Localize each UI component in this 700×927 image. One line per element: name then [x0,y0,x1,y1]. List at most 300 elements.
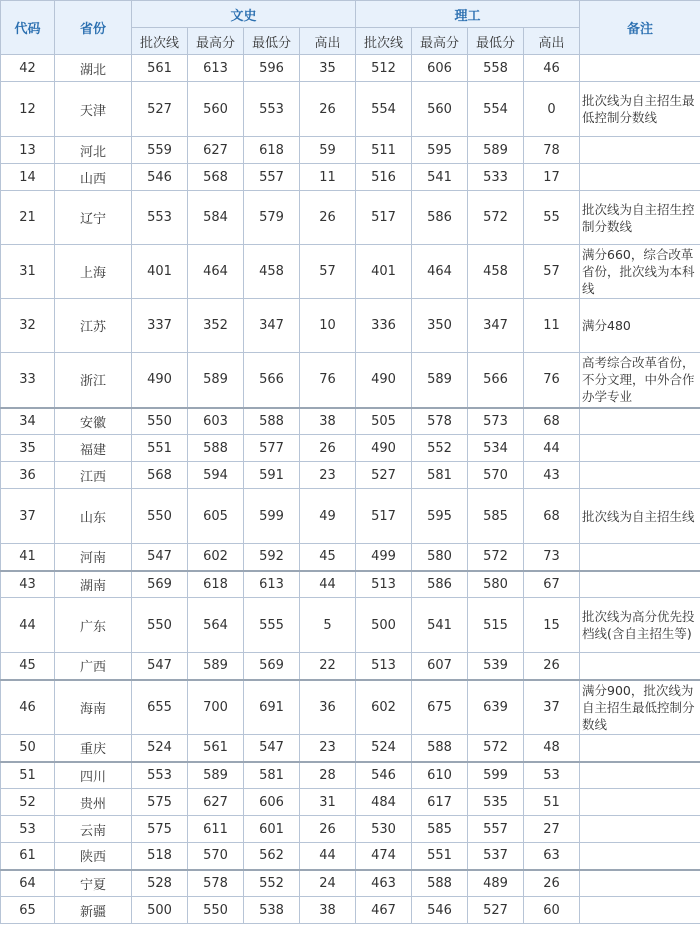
table-row [1,191,700,245]
li-max-cell: 586 [412,571,468,598]
wen-diff-cell: 44 [300,571,356,598]
wen-batch-cell: 527 [132,82,188,137]
wen-diff-cell: 38 [300,897,356,924]
wen-min-cell: 618 [244,137,300,164]
wen-min-cell: 347 [244,299,300,353]
code-cell: 65 [1,897,55,924]
wen-batch-cell: 550 [132,598,188,653]
wen-diff-cell: 28 [300,762,356,789]
li-batch-cell: 517 [356,489,412,544]
wen-min-cell: 458 [244,245,300,299]
code-cell: 21 [1,191,55,245]
province-cell: 广西 [55,653,132,680]
table-row [1,789,700,816]
table-row [1,245,700,299]
wen-diff-cell: 5 [300,598,356,653]
li-diff-cell: 26 [524,653,580,680]
wen-batch-cell: 553 [132,191,188,245]
li-batch-cell: 484 [356,789,412,816]
province-cell: 山东 [55,489,132,544]
province-cell: 广东 [55,598,132,653]
note-cell: 批次线为自主招生线 [580,489,700,544]
li-min-cell: 558 [468,55,524,82]
li-max-cell: 552 [412,435,468,462]
wen-max-cell: 603 [188,408,244,435]
code-cell: 31 [1,245,55,299]
note-cell [580,843,700,870]
li-diff-cell: 67 [524,571,580,598]
wen-min-cell: 599 [244,489,300,544]
li-max-cell: 607 [412,653,468,680]
code-cell: 36 [1,462,55,489]
li-min-cell: 347 [468,299,524,353]
table-row [1,653,700,680]
note-cell [580,897,700,924]
header-li-min: 最低分 [468,28,524,55]
province-cell: 新疆 [55,897,132,924]
wen-diff-cell: 23 [300,462,356,489]
wen-max-cell: 605 [188,489,244,544]
li-max-cell: 606 [412,55,468,82]
wen-batch-cell: 559 [132,137,188,164]
li-batch-cell: 602 [356,680,412,735]
li-min-cell: 572 [468,544,524,571]
table-row [1,462,700,489]
header-li: 理工 [356,1,580,28]
li-min-cell: 535 [468,789,524,816]
code-cell: 41 [1,544,55,571]
province-cell: 湖北 [55,55,132,82]
li-min-cell: 639 [468,680,524,735]
wen-diff-cell: 22 [300,653,356,680]
note-cell [580,544,700,571]
li-diff-cell: 27 [524,816,580,843]
table-row [1,843,700,870]
wen-batch-cell: 551 [132,435,188,462]
province-cell: 湖南 [55,571,132,598]
li-diff-cell: 17 [524,164,580,191]
wen-min-cell: 547 [244,735,300,762]
table-row [1,137,700,164]
code-cell: 64 [1,870,55,897]
li-diff-cell: 37 [524,680,580,735]
li-batch-cell: 474 [356,843,412,870]
wen-max-cell: 589 [188,762,244,789]
table-row [1,598,700,653]
table-row [1,164,700,191]
li-max-cell: 675 [412,680,468,735]
li-max-cell: 595 [412,137,468,164]
wen-diff-cell: 26 [300,191,356,245]
li-max-cell: 595 [412,489,468,544]
note-cell: 满分480 [580,299,700,353]
code-cell: 33 [1,353,55,408]
li-batch-cell: 546 [356,762,412,789]
wen-max-cell: 570 [188,843,244,870]
note-cell [580,762,700,789]
header-wen-diff: 高出 [300,28,356,55]
table-row [1,353,700,408]
wen-max-cell: 568 [188,164,244,191]
code-cell: 34 [1,408,55,435]
li-max-cell: 588 [412,735,468,762]
wen-batch-cell: 550 [132,489,188,544]
code-cell: 12 [1,82,55,137]
li-max-cell: 546 [412,897,468,924]
wen-min-cell: 613 [244,571,300,598]
wen-batch-cell: 547 [132,653,188,680]
li-min-cell: 554 [468,82,524,137]
province-cell: 贵州 [55,789,132,816]
code-cell: 44 [1,598,55,653]
li-max-cell: 589 [412,353,468,408]
li-batch-cell: 500 [356,598,412,653]
table-row [1,680,700,735]
code-cell: 37 [1,489,55,544]
code-cell: 43 [1,571,55,598]
note-cell: 批次线为高分优先投档线(含自主招生等) [580,598,700,653]
li-max-cell: 578 [412,408,468,435]
wen-max-cell: 352 [188,299,244,353]
wen-max-cell: 588 [188,435,244,462]
wen-diff-cell: 26 [300,816,356,843]
wen-diff-cell: 57 [300,245,356,299]
province-cell: 江西 [55,462,132,489]
li-diff-cell: 76 [524,353,580,408]
wen-batch-cell: 524 [132,735,188,762]
li-min-cell: 570 [468,462,524,489]
wen-batch-cell: 655 [132,680,188,735]
wen-max-cell: 550 [188,897,244,924]
li-batch-cell: 511 [356,137,412,164]
table-row [1,299,700,353]
li-min-cell: 572 [468,191,524,245]
wen-diff-cell: 36 [300,680,356,735]
note-cell [580,870,700,897]
li-diff-cell: 0 [524,82,580,137]
wen-batch-cell: 528 [132,870,188,897]
wen-diff-cell: 23 [300,735,356,762]
li-diff-cell: 53 [524,762,580,789]
table-row [1,897,700,924]
li-batch-cell: 512 [356,55,412,82]
wen-min-cell: 577 [244,435,300,462]
code-cell: 46 [1,680,55,735]
wen-batch-cell: 518 [132,843,188,870]
li-min-cell: 539 [468,653,524,680]
li-batch-cell: 490 [356,435,412,462]
note-cell [580,164,700,191]
wen-batch-cell: 401 [132,245,188,299]
table-row [1,544,700,571]
wen-min-cell: 596 [244,55,300,82]
li-max-cell: 350 [412,299,468,353]
wen-batch-cell: 550 [132,408,188,435]
note-cell [580,435,700,462]
li-diff-cell: 26 [524,870,580,897]
li-min-cell: 599 [468,762,524,789]
li-max-cell: 585 [412,816,468,843]
li-min-cell: 572 [468,735,524,762]
li-diff-cell: 68 [524,489,580,544]
header-wen: 文史 [132,1,356,28]
li-max-cell: 464 [412,245,468,299]
table-row [1,735,700,762]
header-li-diff: 高出 [524,28,580,55]
table-row [1,435,700,462]
li-diff-cell: 44 [524,435,580,462]
code-cell: 14 [1,164,55,191]
li-min-cell: 573 [468,408,524,435]
wen-max-cell: 584 [188,191,244,245]
header-wen-max: 最高分 [188,28,244,55]
li-batch-cell: 467 [356,897,412,924]
li-diff-cell: 57 [524,245,580,299]
li-max-cell: 551 [412,843,468,870]
wen-min-cell: 569 [244,653,300,680]
li-max-cell: 617 [412,789,468,816]
header-province: 省份 [55,1,132,55]
li-min-cell: 458 [468,245,524,299]
wen-diff-cell: 24 [300,870,356,897]
province-cell: 重庆 [55,735,132,762]
province-cell: 四川 [55,762,132,789]
code-cell: 52 [1,789,55,816]
li-max-cell: 580 [412,544,468,571]
li-min-cell: 585 [468,489,524,544]
wen-max-cell: 613 [188,55,244,82]
wen-min-cell: 538 [244,897,300,924]
province-cell: 江苏 [55,299,132,353]
province-cell: 海南 [55,680,132,735]
wen-batch-cell: 337 [132,299,188,353]
li-batch-cell: 401 [356,245,412,299]
li-diff-cell: 55 [524,191,580,245]
wen-batch-cell: 490 [132,353,188,408]
code-cell: 51 [1,762,55,789]
li-batch-cell: 554 [356,82,412,137]
note-cell [580,789,700,816]
wen-batch-cell: 553 [132,762,188,789]
wen-min-cell: 553 [244,82,300,137]
li-min-cell: 489 [468,870,524,897]
li-batch-cell: 527 [356,462,412,489]
province-cell: 浙江 [55,353,132,408]
wen-batch-cell: 500 [132,897,188,924]
province-cell: 天津 [55,82,132,137]
wen-batch-cell: 561 [132,55,188,82]
province-cell: 宁夏 [55,870,132,897]
wen-min-cell: 601 [244,816,300,843]
province-cell: 云南 [55,816,132,843]
li-max-cell: 581 [412,462,468,489]
note-cell [580,653,700,680]
wen-batch-cell: 546 [132,164,188,191]
note-cell: 批次线为自主招生最低控制分数线 [580,82,700,137]
wen-diff-cell: 38 [300,408,356,435]
li-diff-cell: 73 [524,544,580,571]
li-batch-cell: 499 [356,544,412,571]
wen-max-cell: 564 [188,598,244,653]
wen-diff-cell: 26 [300,435,356,462]
note-cell: 满分900，批次线为自主招生最低控制分数线 [580,680,700,735]
li-min-cell: 537 [468,843,524,870]
wen-min-cell: 691 [244,680,300,735]
wen-diff-cell: 11 [300,164,356,191]
note-cell [580,408,700,435]
wen-min-cell: 581 [244,762,300,789]
wen-max-cell: 561 [188,735,244,762]
li-batch-cell: 516 [356,164,412,191]
note-cell [580,462,700,489]
wen-max-cell: 578 [188,870,244,897]
header-note: 备注 [580,1,700,55]
code-cell: 53 [1,816,55,843]
province-cell: 河南 [55,544,132,571]
li-batch-cell: 530 [356,816,412,843]
code-cell: 32 [1,299,55,353]
li-max-cell: 541 [412,164,468,191]
note-cell [580,816,700,843]
wen-min-cell: 557 [244,164,300,191]
wen-max-cell: 464 [188,245,244,299]
code-cell: 13 [1,137,55,164]
wen-min-cell: 606 [244,789,300,816]
province-cell: 上海 [55,245,132,299]
li-min-cell: 534 [468,435,524,462]
note-cell [580,55,700,82]
note-cell: 批次线为自主招生控制分数线 [580,191,700,245]
province-cell: 安徽 [55,408,132,435]
table-row [1,82,700,137]
table-row [1,571,700,598]
li-diff-cell: 48 [524,735,580,762]
li-batch-cell: 517 [356,191,412,245]
li-batch-cell: 336 [356,299,412,353]
wen-max-cell: 589 [188,653,244,680]
li-batch-cell: 463 [356,870,412,897]
wen-min-cell: 591 [244,462,300,489]
code-cell: 50 [1,735,55,762]
table-body [1,55,700,924]
wen-batch-cell: 569 [132,571,188,598]
wen-batch-cell: 568 [132,462,188,489]
table-row [1,55,700,82]
li-diff-cell: 43 [524,462,580,489]
wen-diff-cell: 45 [300,544,356,571]
wen-batch-cell: 575 [132,789,188,816]
note-cell [580,735,700,762]
table-row [1,762,700,789]
li-max-cell: 586 [412,191,468,245]
li-diff-cell: 46 [524,55,580,82]
wen-min-cell: 579 [244,191,300,245]
wen-min-cell: 588 [244,408,300,435]
li-batch-cell: 513 [356,653,412,680]
li-min-cell: 533 [468,164,524,191]
wen-diff-cell: 31 [300,789,356,816]
note-cell [580,571,700,598]
province-cell: 福建 [55,435,132,462]
wen-max-cell: 589 [188,353,244,408]
li-diff-cell: 11 [524,299,580,353]
province-cell: 陕西 [55,843,132,870]
code-cell: 45 [1,653,55,680]
li-diff-cell: 60 [524,897,580,924]
li-diff-cell: 63 [524,843,580,870]
li-min-cell: 557 [468,816,524,843]
table-row [1,870,700,897]
li-diff-cell: 15 [524,598,580,653]
wen-min-cell: 566 [244,353,300,408]
code-cell: 42 [1,55,55,82]
li-batch-cell: 505 [356,408,412,435]
wen-min-cell: 592 [244,544,300,571]
note-cell [580,137,700,164]
wen-max-cell: 594 [188,462,244,489]
wen-batch-cell: 575 [132,816,188,843]
wen-min-cell: 555 [244,598,300,653]
li-batch-cell: 524 [356,735,412,762]
header-li-max: 最高分 [412,28,468,55]
li-min-cell: 580 [468,571,524,598]
table-row [1,408,700,435]
li-batch-cell: 513 [356,571,412,598]
code-cell: 61 [1,843,55,870]
wen-min-cell: 562 [244,843,300,870]
li-min-cell: 515 [468,598,524,653]
li-diff-cell: 51 [524,789,580,816]
header-wen-min: 最低分 [244,28,300,55]
table-row [1,489,700,544]
wen-max-cell: 560 [188,82,244,137]
header-li-batch: 批次线 [356,28,412,55]
li-min-cell: 566 [468,353,524,408]
li-min-cell: 589 [468,137,524,164]
li-max-cell: 560 [412,82,468,137]
wen-max-cell: 627 [188,789,244,816]
province-cell: 辽宁 [55,191,132,245]
wen-diff-cell: 59 [300,137,356,164]
wen-diff-cell: 44 [300,843,356,870]
wen-diff-cell: 10 [300,299,356,353]
wen-diff-cell: 35 [300,55,356,82]
wen-diff-cell: 49 [300,489,356,544]
wen-max-cell: 700 [188,680,244,735]
li-batch-cell: 490 [356,353,412,408]
header-code: 代码 [1,1,55,55]
li-diff-cell: 68 [524,408,580,435]
province-cell: 河北 [55,137,132,164]
li-max-cell: 610 [412,762,468,789]
header-wen-batch: 批次线 [132,28,188,55]
wen-max-cell: 611 [188,816,244,843]
wen-max-cell: 627 [188,137,244,164]
wen-max-cell: 602 [188,544,244,571]
wen-diff-cell: 76 [300,353,356,408]
li-min-cell: 527 [468,897,524,924]
table-row [1,816,700,843]
note-cell: 高考综合改革省份，不分文理，中外合作办学专业 [580,353,700,408]
wen-diff-cell: 26 [300,82,356,137]
code-cell: 35 [1,435,55,462]
note-cell: 满分660，综合改革省份，批次线为本科线 [580,245,700,299]
wen-min-cell: 552 [244,870,300,897]
li-diff-cell: 78 [524,137,580,164]
li-max-cell: 588 [412,870,468,897]
province-cell: 山西 [55,164,132,191]
wen-max-cell: 618 [188,571,244,598]
